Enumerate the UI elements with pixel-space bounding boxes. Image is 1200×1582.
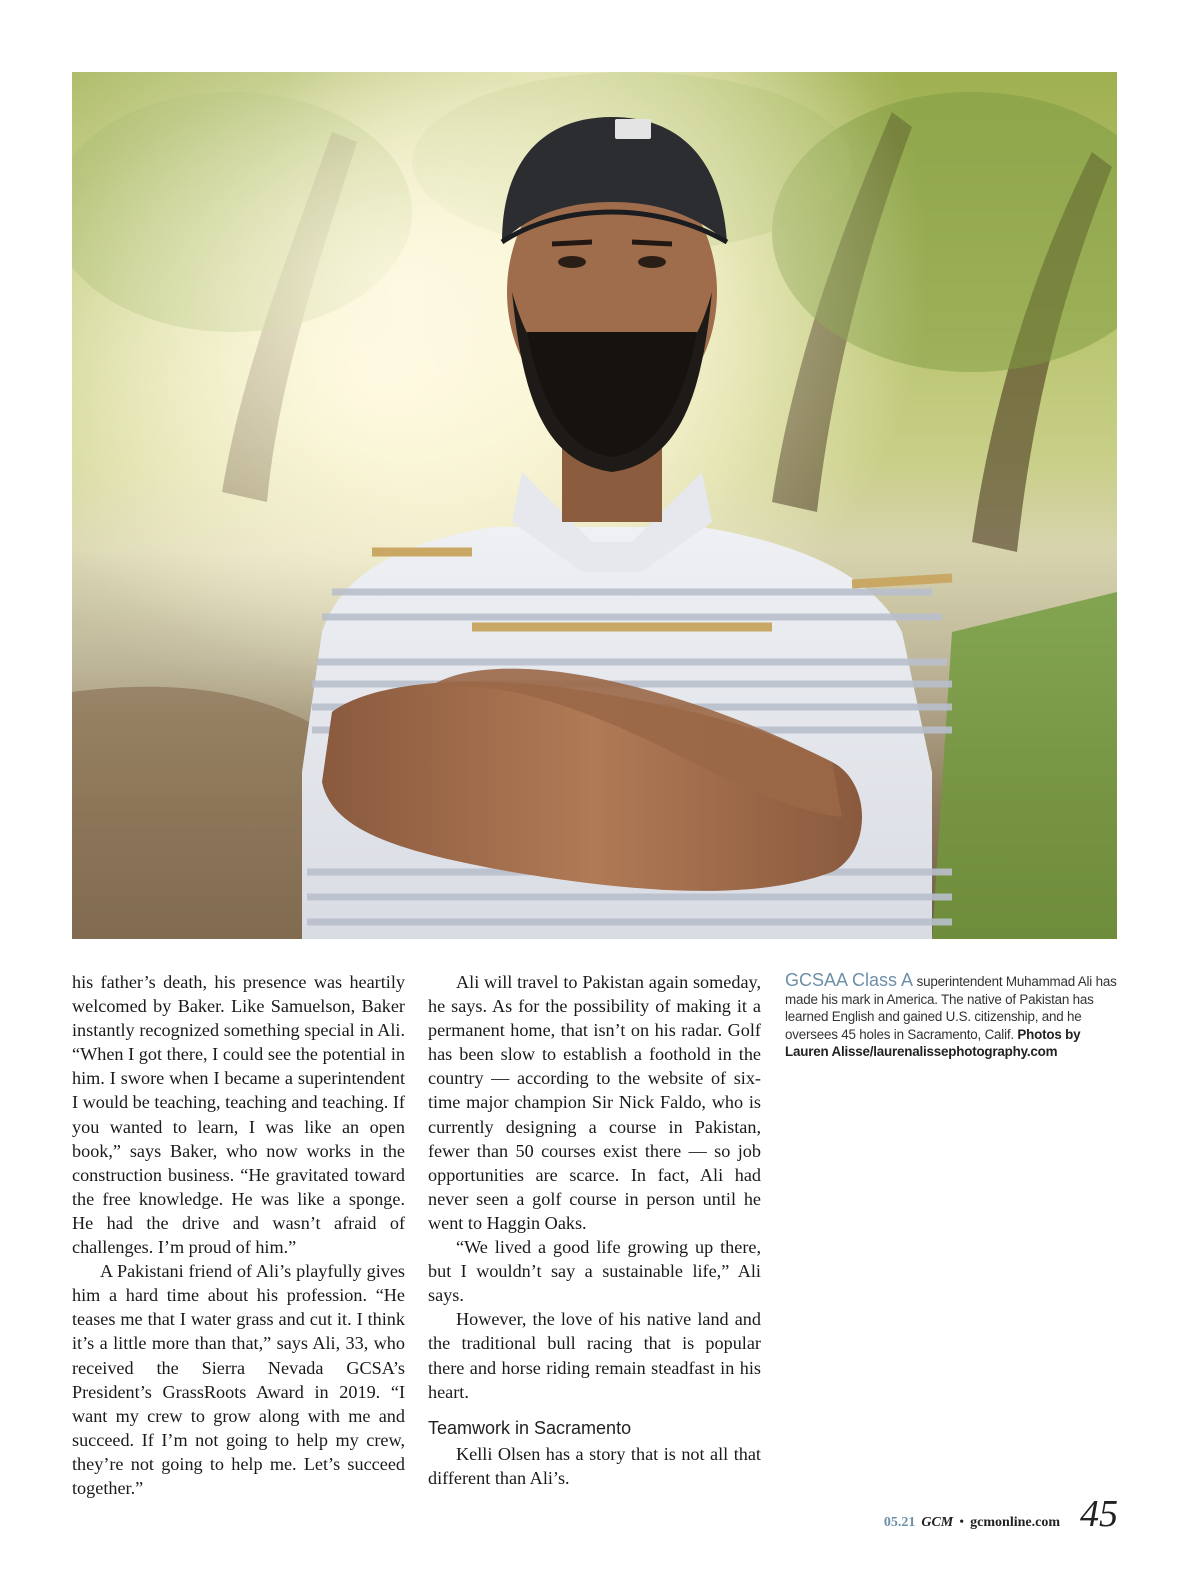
separator-bullet: • — [959, 1515, 965, 1530]
article-column-2 — [428, 970, 761, 1490]
portrait-photo — [72, 72, 1117, 939]
photo-credit: Photos by Lauren Alisse/laurenalissephotography.com — [785, 1026, 1081, 1060]
issue-date: 05.21 — [883, 1515, 916, 1530]
section-subhead: Teamwork in Sacramento — [428, 1417, 632, 1438]
photo-caption — [785, 972, 1120, 1061]
website-link[interactable]: gcmonline.com — [970, 1515, 1060, 1530]
caption-lead: GCSAA Class A — [785, 970, 914, 990]
paragraph: A Pakistani friend of Ali’s playfully gives him a hard time about his profession. “He teases me that I water grass and cut it. I think it’s a little more than that,” says Ali, 33, who received the Sierra Nevada GCSA’s President’s GrassRoots Award in 2019. “I want my crew to grow along with me and succeed. If I’m not going to help my crew, they’re not going to help me. Let’s succeed together.” — [72, 1261, 405, 1498]
paragraph: Kelli Olsen has a story that is not all that different than Ali’s. — [428, 1443, 761, 1488]
caption-body: superintendent Muhammad Ali has made his mark in America. The native of Pakistan has learned English and gained U.S. citizenship, and he oversees 45 holes in Sacramento, Calif. — [785, 974, 1117, 1042]
magazine-name: GCM — [921, 1515, 954, 1530]
page-number: 45 — [1080, 1493, 1118, 1535]
paragraph: However, the love of his native land and the traditional bull racing that is popular there and horse riding remain steadfast in his heart. — [428, 1309, 761, 1402]
page-footer — [883, 1492, 1118, 1535]
paragraph: “We lived a good life growing up there, but I wouldn’t say a sustainable life,” Ali says. — [428, 1237, 761, 1306]
paragraph: Ali will travel to Pakistan again someday, he says. As for the possibility of making it a permanent home, that isn’t on his radar. Golf has been slow to establish a foothold in the country — according to the website of six-time major champion Sir Nick Faldo, who is currently designing a course in Pakistan, fewer than 50 courses exist there — so job opportunities are scarce. In fact, Ali had never seen a golf course in person until he went to Haggin Oaks. — [428, 972, 761, 1233]
article-column-1 — [72, 970, 405, 1500]
paragraph: his father’s death, his presence was heartily welcomed by Baker. Like Samuelson, Baker instantly recognized something special in Ali. “When I got there, I could see the potential in him. I swore when I became a superintendent I would be teaching, teaching and teaching. If you wanted to learn, I was like an open book,” says Baker, who now works in the construction business. “He gravitated toward the free knowledge. He was like a sponge. He had the drive and wasn’t afraid of challenges. I’m proud of him.” — [72, 972, 405, 1258]
portrait-illustration — [72, 72, 1117, 939]
